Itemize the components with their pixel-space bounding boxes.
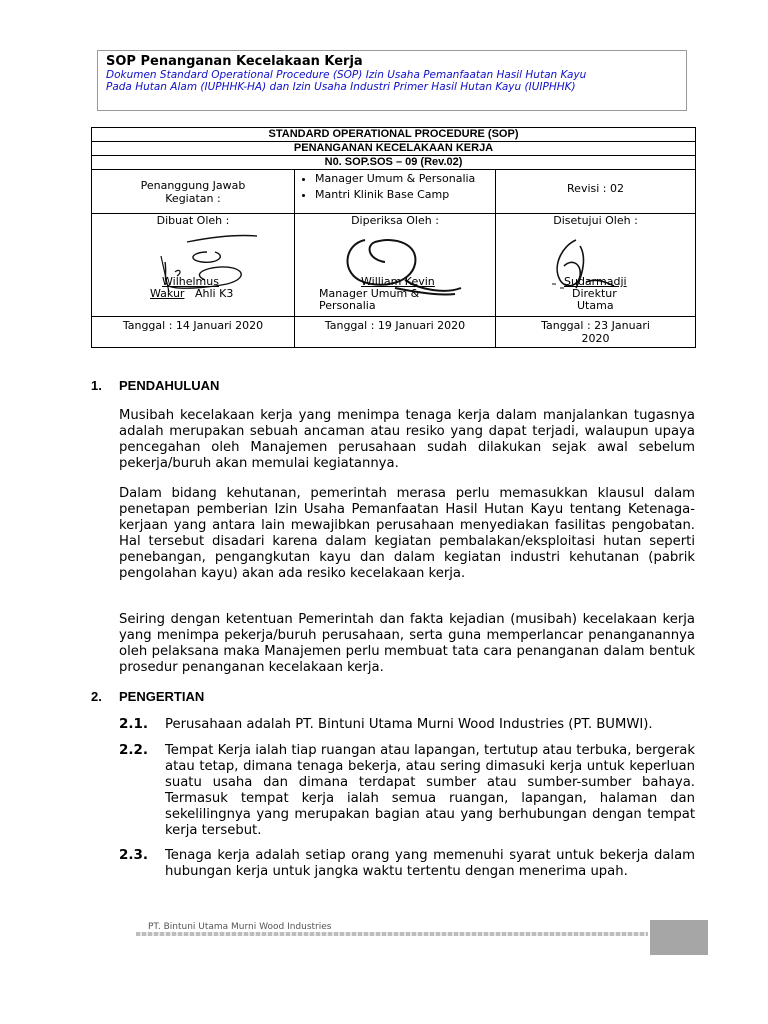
reviewed-by-role-line1: Manager Umum & xyxy=(319,287,420,300)
sop-info-table xyxy=(91,127,696,348)
approved-by-role-line1: Direktur xyxy=(572,287,617,300)
signature-cell-prepared xyxy=(92,214,295,317)
paragraph: Musibah kecelakaan kerja yang menimpa tenaga kerja dalam manjalankan tugasnya adalah merupakan sebuah ancaman atau resiko yang dapat terjadi, walaupun upaya pencegahan oleh Manajemen perusahaan sudah dilakukan sejak awal sebelum pekerja/buruh akan memulai kegiatannya. xyxy=(119,408,695,471)
reviewed-by-name: William Kevin xyxy=(361,275,435,288)
section-number: 1. xyxy=(91,378,102,393)
reviewed-by-label: Diperiksa Oleh : xyxy=(351,214,439,227)
responsible-item: • Manager Umum & Personalia xyxy=(315,172,491,185)
responsible-list xyxy=(299,172,491,201)
section-heading-2 xyxy=(91,689,204,704)
section-title: PENGERTIAN xyxy=(119,689,205,704)
approved-by-label: Disetujui Oleh : xyxy=(553,214,638,227)
list-item-number: 2.2. xyxy=(119,742,149,758)
sop-number: N0. SOP.SOS – 09 (Rev.02) xyxy=(92,156,696,170)
sop-subject: PENANGANAN KECELAKAAN KERJA xyxy=(92,142,696,156)
section-title: PENDAHULUAN xyxy=(119,378,220,393)
list-item-text: Perusahaan adalah PT. Bintuni Utama Murni Wood Industries (PT. BUMWI). xyxy=(165,717,653,732)
prepared-by-name-line2: Wakur xyxy=(150,287,185,300)
list-item-text: Tempat Kerja ialah tiap ruangan atau lapangan, tertutup atau terbuka, bergerak atau tetap, dimana tenaga bekerja, atau sering dimasuki kerja untuk keperluan suatu usaha dan dimana terdapat sumber atau sumber-sumber bahaya. Termasuk tempat kerja ialah semua ruangan, lapangan, halaman dan sekelilingnya yang merupakan bagian atau yang berhubungan dengan tempat kerja tersebut. xyxy=(165,743,695,838)
section-heading-1 xyxy=(91,378,219,393)
responsible-list-cell xyxy=(295,170,496,214)
signature-cell-reviewed xyxy=(295,214,496,317)
paragraph: Seiring dengan ketentuan Pemerintah dan fakta kejadian (musibah) kecelakaan kerja yang menimpa pekerja/buruh perusahaan, serta guna memperlancar penanganannya oleh pelaksana maka Manajemen perlu membuat tata cara penanganan dalam bentuk prosedur penanganan kecelakaan kerja. xyxy=(119,612,695,675)
document-header xyxy=(97,50,687,111)
footer-company: PT. Bintuni Utama Murni Wood Industries xyxy=(148,922,332,932)
sop-title: STANDARD OPERATIONAL PROCEDURE (SOP) xyxy=(92,128,696,142)
document-subtitle-line2: Pada Hutan Alam (IUPHHK-HA) dan Izin Usaha Industri Primer Hasil Hutan Kayu (IUIPHHK) xyxy=(106,81,576,93)
responsible-item: • Mantri Klinik Base Camp xyxy=(315,188,491,201)
footer-divider xyxy=(136,932,648,936)
responsible-label: Penanggung Jawab Kegiatan : xyxy=(92,170,295,214)
reviewed-date: Tanggal : 19 Januari 2020 xyxy=(295,317,496,348)
prepared-by-name-line1: Wilhelmus xyxy=(162,275,219,288)
prepared-by-label: Dibuat Oleh : xyxy=(156,214,230,227)
list-item-number: 2.3. xyxy=(119,847,149,863)
prepared-date: Tanggal : 14 Januari 2020 xyxy=(92,317,295,348)
approved-by-name: Sudarmadji xyxy=(564,275,627,288)
revision-number: Revisi : 02 xyxy=(496,170,696,214)
document-subtitle-line1: Dokumen Standard Operational Procedure (SOP) Izin Usaha Pemanfaatan Hasil Hutan Kayu xyxy=(106,69,587,81)
approved-date xyxy=(496,317,696,348)
signature-cell-approved xyxy=(496,214,696,317)
prepared-by-role: Ahli K3 xyxy=(195,287,234,300)
reviewed-by-role-line2: Personalia xyxy=(319,299,376,312)
list-item-text: Tenaga kerja adalah setiap orang yang memenuhi syarat untuk bekerja dalam hubungan kerja untuk jangka waktu tertentu dengan menerima upah. xyxy=(165,848,695,879)
approved-by-role-line2: Utama xyxy=(577,299,614,312)
paragraph: Dalam bidang kehutanan, pemerintah merasa perlu memasukkan klausul dalam penetapan pemberian Izin Usaha Pemanfaatan Hasil Hutan Kayu tentang Ketenaga-kerjaan yang antara lain mewajibkan perusahaan menyediakan fasilitas pengobatan. Hal tersebut disadari karena dalam kegiatan pembalakan/eksploitasi hutan seperti penebangan, pengangkutan kayu dan dalam kegiatan industri kehutanan (pabrik pengolahan kayu) akan ada resiko kecelakaan kerja. xyxy=(119,486,695,581)
footer-page-box xyxy=(650,920,708,955)
section-number: 2. xyxy=(91,689,102,704)
approved-date-line1: Tanggal : 23 Januari xyxy=(541,319,650,332)
list-item-number: 2.1. xyxy=(119,716,149,732)
approved-date-line2: 2020 xyxy=(581,332,610,345)
document-title: SOP Penanganan Kecelakaan Kerja xyxy=(106,54,363,69)
